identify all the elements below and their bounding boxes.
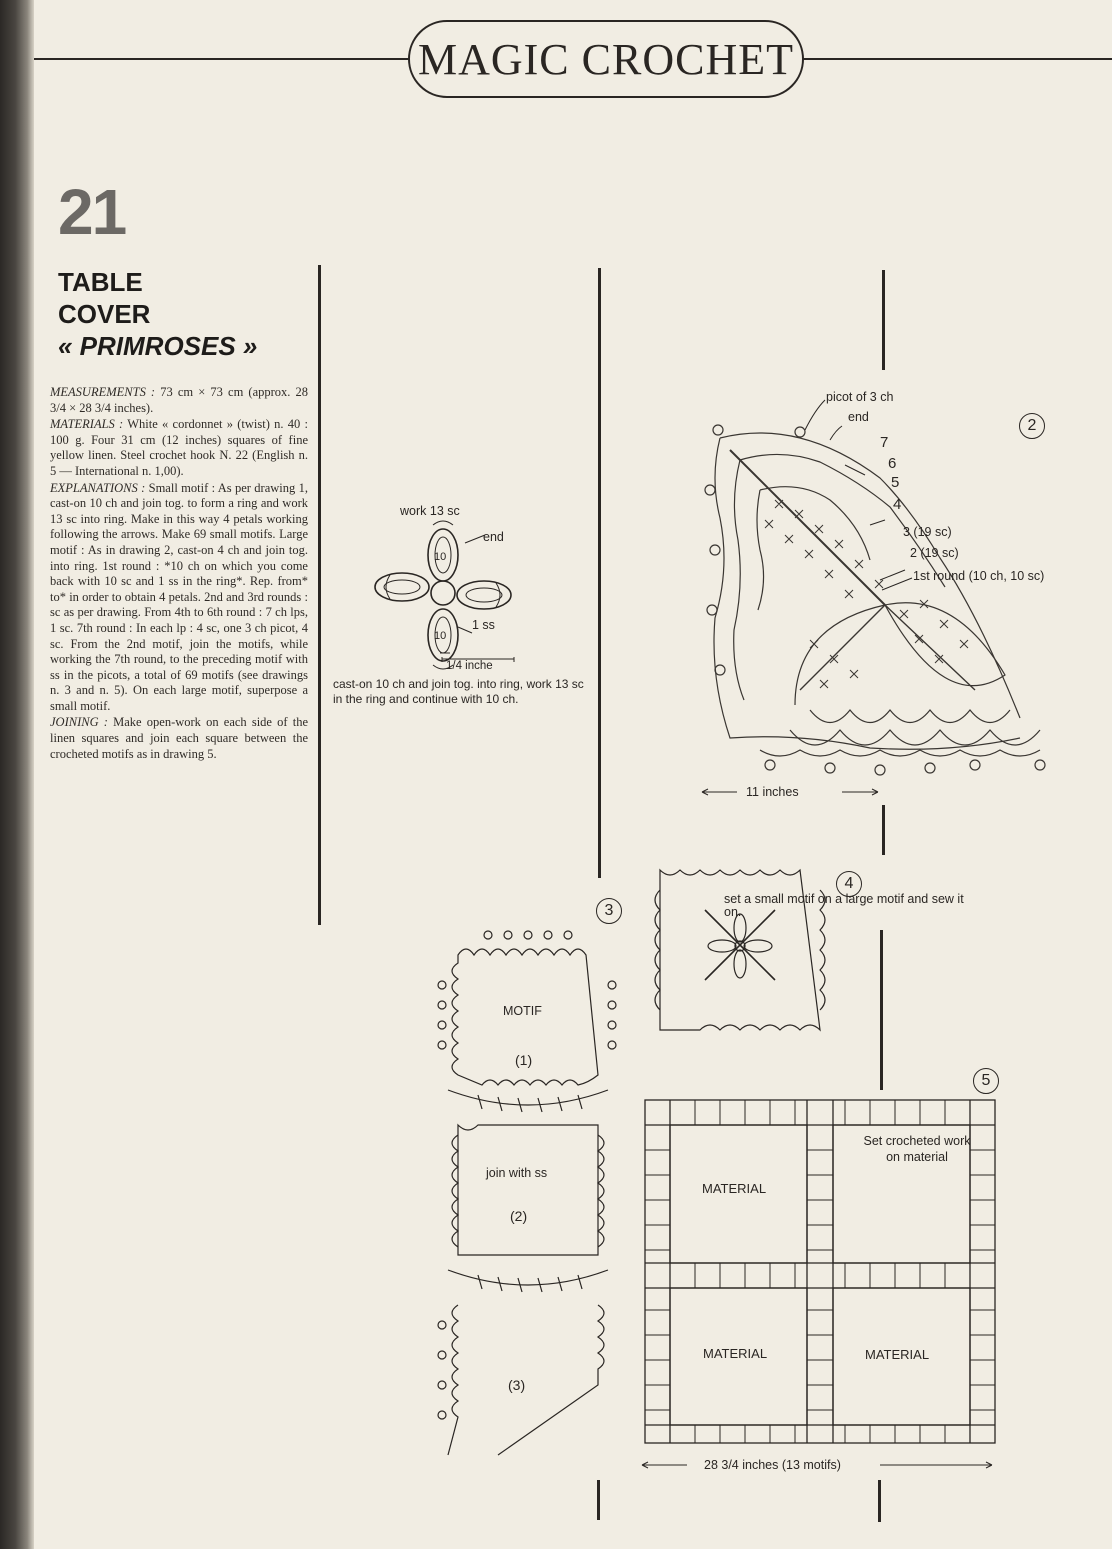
drawing-5-width-label: 28 3/4 inches (13 motifs) (704, 1458, 841, 1472)
title-line-2: COVER (58, 299, 151, 329)
column-rule-2 (598, 268, 601, 878)
drawing-3-motif-2: (2) (510, 1208, 528, 1224)
instructions-text (50, 385, 308, 763)
drawing-1-scale-label: 1/4 inche (446, 660, 493, 672)
header-rule-left (34, 58, 410, 60)
explanations-text: Small motif : As per drawing 1, cast-on 10 ch and join tog. to form a ring and work 13 sc into ring. Make in this way 4 petals working following the arrows. Make 69 small motifs. Large motif : As in drawing 2, cast-on 4 ch and join tog. into ring. 1st round : *10 ch on which you come back with 10 sc and 1 ss in the ring*. Rep. from* to* in order to obtain 4 petals. 2nd and 3rd rounds : sc as per drawing. From 4th to 6th round : 7 ch lps, 1 sc. 7th round : In each lp : 4 sc, one 3 ch picot, 4 sc. From the 2nd motif, join the motifs, while working the 7th round, to the preceding motif with ss in the picots, a total of 69 motifs (see drawings n. 3 and n. 5). On each large motif, superpose a small motif. (50, 480, 308, 713)
pattern-title (58, 266, 257, 362)
column-rule-1 (318, 265, 321, 925)
measurements-text: 73 cm × 73 cm (approx. 28 3/4 × 28 3/4 inches). (50, 385, 309, 415)
materials-text: White « cordonnet » (twist) n. 40 : 100 g. Four 31 cm (12 inches) squares of fine yellow linen. Steel crochet hook N. 22 (English n. 5 — International n. 1,00). (50, 417, 308, 478)
drawing-2-picot-label: picot of 3 ch (826, 390, 894, 404)
drawing-1-ss-label: 1 ss (472, 618, 495, 632)
joining-heading: JOINING : (50, 715, 108, 730)
title-line-1: TABLE (58, 267, 143, 297)
drawing-2-round-2: 2 (19 sc) (910, 546, 959, 560)
brand-banner (408, 20, 804, 98)
materials-heading: MATERIALS : (50, 417, 124, 432)
material-label-2: MATERIAL (703, 1346, 768, 1361)
measurements-heading: MEASUREMENTS : (50, 385, 156, 399)
drawing-2-round-3: 3 (19 sc) (903, 525, 952, 539)
drawing-3-motif-3: (3) (508, 1377, 526, 1393)
drawing-3-number: 3 (596, 898, 622, 924)
drawing-5-number: 5 (973, 1068, 999, 1094)
brand-title: MAGIC CROCHET (417, 34, 795, 84)
material-label-1: MATERIAL (702, 1181, 767, 1196)
drawing-1-scale-bar (440, 655, 516, 663)
material-label-3: MATERIAL (865, 1347, 930, 1362)
column-rule-2b (597, 1480, 600, 1520)
drawing-1-work-label: work 13 sc (400, 504, 460, 518)
petal-count-top: 10 (434, 551, 447, 563)
drawing-4-superposed-motif (645, 860, 835, 1040)
petal-count-bottom: 10 (434, 630, 447, 642)
drawing-3-join-label: join with ss (486, 1166, 548, 1180)
drawing-1-caption: cast-on 10 ch and join tog. into ring, work 13 sc in the ring and continue with 10 ch. (333, 677, 584, 706)
drawing-2-round-4: 4 (893, 496, 902, 513)
book-spine (0, 0, 34, 1549)
drawing-5-set-label: Set crocheted work on material (863, 1134, 971, 1164)
drawing-2-round-1: 1st round (10 ch, 10 sc) (913, 569, 1045, 583)
explanations-heading: EXPLANATIONS : (50, 480, 146, 495)
drawing-3-motif-1: (1) (515, 1052, 533, 1068)
drawing-2-round-6: 6 (888, 455, 897, 472)
joining-text: Make open-work on each side of the linen squares and join each square between the crocheted motifs as in drawing 5. (50, 715, 309, 761)
drawing-2-number: 2 (1019, 413, 1045, 439)
drawing-4-text: set a small motif on a large motif and sew it on. (724, 892, 964, 919)
column-rule-3d (878, 1480, 881, 1522)
column-rule-3b (882, 805, 885, 855)
drawing-1-end-label: end (483, 530, 504, 544)
header-rule-right (798, 58, 1112, 60)
drawing-2-round-7: 7 (880, 434, 889, 451)
drawing-2-width-label: 11 inches (746, 785, 799, 799)
column-rule-3c (880, 930, 883, 1090)
title-line-3: « PRIMROSES » (58, 331, 258, 361)
column-rule-3a (882, 270, 885, 370)
drawing-2-round-5: 5 (891, 474, 900, 491)
drawing-2-end-label: end (848, 410, 869, 424)
drawing-4-number: 4 (836, 871, 862, 897)
pattern-number: 21 (58, 176, 126, 248)
drawing-3-motif-label: MOTIF (503, 1004, 542, 1018)
